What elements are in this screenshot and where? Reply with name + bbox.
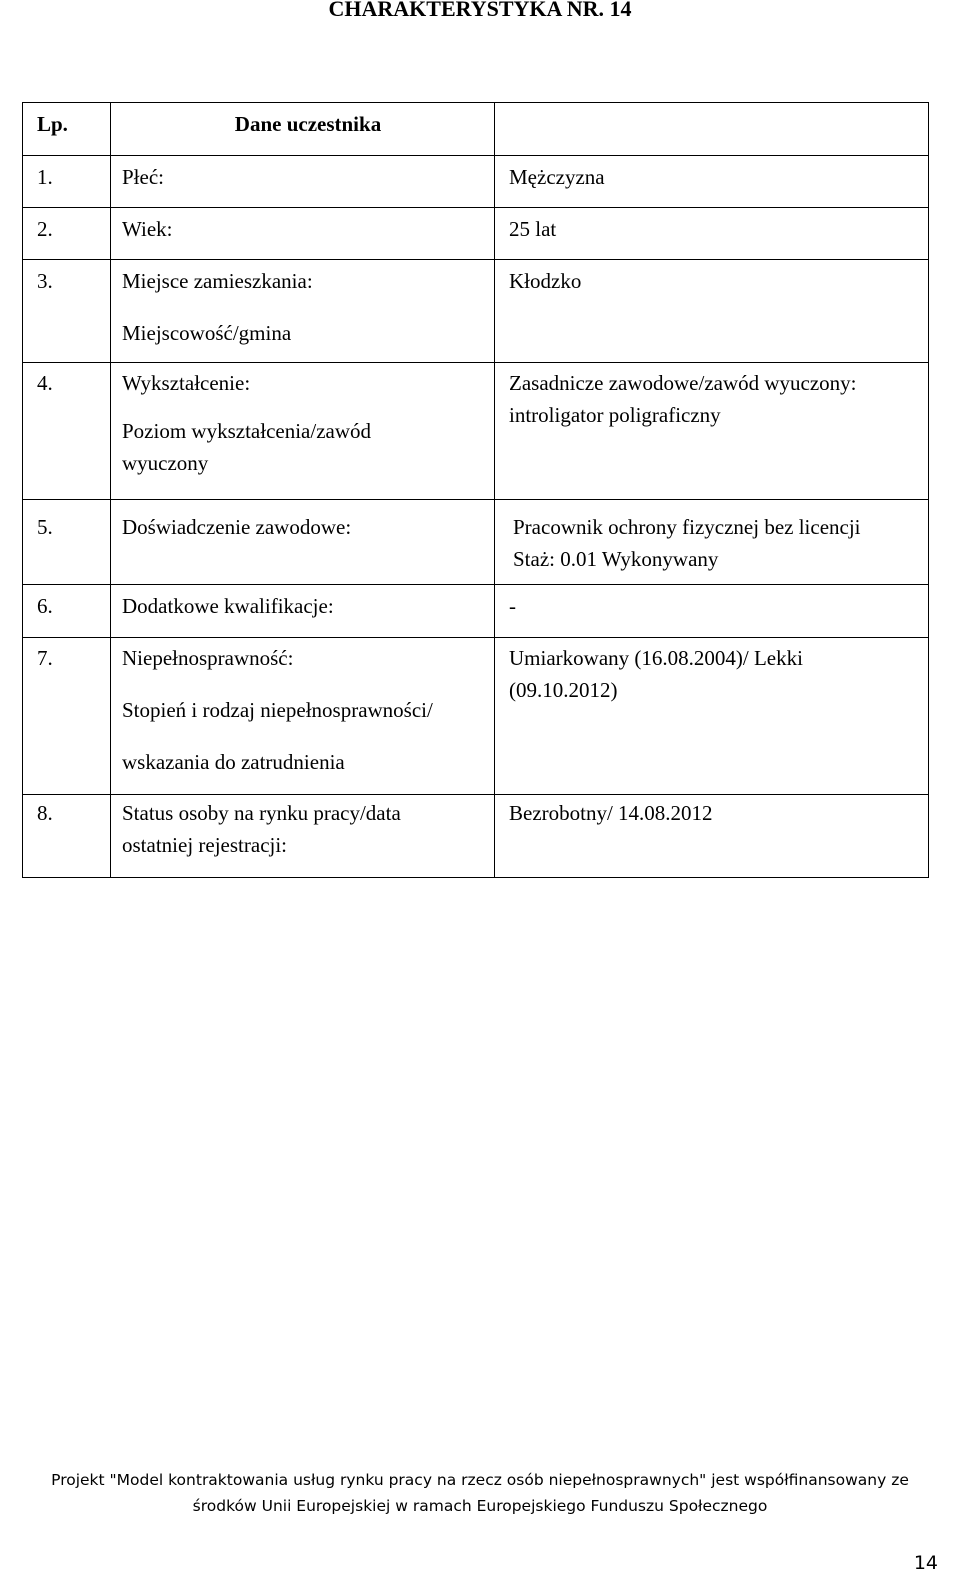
row-value [495,795,929,878]
row-number: 5. [23,500,111,585]
label-line: Stopień i rodzaj niepełnosprawności/ [122,698,433,722]
row-label [111,156,495,208]
row-value [495,156,929,208]
table-row [23,638,929,795]
row-value [495,363,929,500]
footer-line-1: Projekt "Model kontraktowania usług rynku pracy na rzecz osób niepełnosprawnych" jest współfinansowany ze [51,1471,909,1489]
row-label [111,208,495,260]
value-line: (09.10.2012) [509,678,618,702]
label-line: Dodatkowe kwalifikacje: [122,594,334,618]
header-lp: Lp. [23,103,111,156]
label-line: Miejscowość/gmina [122,321,292,345]
table-row [23,156,929,208]
value-line: Staż: 0.01 Wykonywany [513,547,719,571]
row-label [111,638,495,795]
row-number: 3. [23,260,111,363]
row-number: 6. [23,585,111,638]
label-line: Wiek: [122,217,173,241]
row-number: 4. [23,363,111,500]
row-label [111,500,495,585]
row-value [495,260,929,363]
row-label [111,795,495,878]
value-line: introligator poligraficzny [509,403,721,427]
participant-data-table [22,102,929,878]
row-number: 1. [23,156,111,208]
row-number: 2. [23,208,111,260]
label-line: Wykształcenie: [122,371,251,395]
label-line: wyuczony [122,451,209,475]
table-header-row [23,103,929,156]
table-row [23,208,929,260]
document-title: CHARAKTERYSTYKA NR. 14 [328,0,632,21]
value-line: Pracownik ochrony fizycznej bez licencji [513,515,861,539]
row-label [111,363,495,500]
label-line: Poziom wykształcenia/zawód [122,419,372,443]
table-row [23,795,929,878]
table-row [23,260,929,363]
row-value [495,500,929,585]
header-value [495,103,929,156]
row-value [495,585,929,638]
value-line: Kłodzko [509,269,582,293]
label-line: Doświadczenie zawodowe: [122,515,352,539]
label-line: Niepełnosprawność: [122,646,294,670]
value-line: Bezrobotny/ 14.08.2012 [509,801,713,825]
value-line: Zasadnicze zawodowe/zawód wyuczony: [509,371,857,395]
page-number: 14 [913,1552,938,1574]
table-row [23,363,929,500]
value-line: 25 lat [509,217,557,241]
label-line: Płeć: [122,165,164,189]
value-line: - [509,594,516,618]
row-number: 7. [23,638,111,795]
row-number: 8. [23,795,111,878]
label-line: Miejsce zamieszkania: [122,269,313,293]
table-row [23,585,929,638]
row-value [495,208,929,260]
label-line: ostatniej rejestracji: [122,833,288,857]
table-row [23,500,929,585]
row-value [495,638,929,795]
row-label [111,260,495,363]
footer-line-2: środków Unii Europejskiej w ramach Europejskiego Funduszu Społecznego [192,1497,768,1515]
label-line: wskazania do zatrudnienia [122,750,345,774]
value-line: Umiarkowany (16.08.2004)/ Lekki [509,646,803,670]
label-line: Status osoby na rynku pracy/data [122,801,401,825]
value-line: Mężczyzna [509,165,605,189]
row-label [111,585,495,638]
header-participant-data: Dane uczestnika [111,103,495,156]
